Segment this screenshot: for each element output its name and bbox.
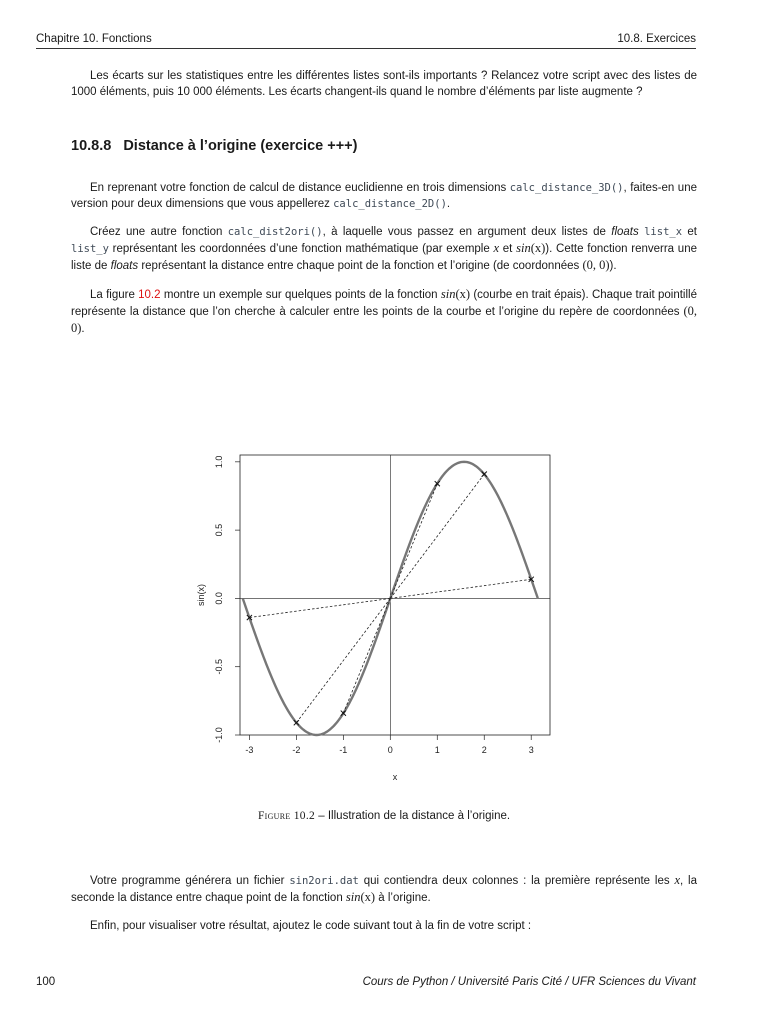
distance-line (390, 484, 437, 599)
text-run: Créez une autre fonction (90, 226, 228, 238)
y-tick-label: -0.5 (214, 658, 224, 675)
x-tick-label: -2 (292, 745, 301, 755)
text-run: représentant les coordonnées d’une fonction mathématique (par exemple (108, 243, 494, 255)
code-calc-distance-3d: calc_distance_3D() (509, 182, 624, 194)
text-run: La figure (90, 289, 139, 301)
text-run: à l’origine. (375, 892, 431, 904)
main-content (71, 68, 697, 349)
text-run: , la seconde la distance entre chaque point de la fonction (71, 875, 697, 904)
math-x: x (493, 241, 500, 255)
section-title: Distance à l’origine (exercice +++) (123, 138, 358, 154)
header-chapter: Chapitre 10. Fonctions (36, 33, 152, 45)
x-tick-label: -1 (339, 745, 348, 755)
section-heading (71, 138, 697, 154)
text-run: Votre programme générera un fichier (90, 875, 290, 887)
intro-paragraph: Les écarts sur les statistiques entre les différentes listes sont-ils importants ? Relancez votre script avec des listes de 1000 éléments, puis 10 000 éléments. Les écarts changent-ils quand le nombre d’éléments par liste augmente ? (71, 70, 697, 98)
caption-label: Figure 10.2 (257, 810, 316, 822)
math-arg: (x) (360, 890, 376, 904)
sine-chart (190, 445, 570, 790)
math-origin: (0, 0) (582, 258, 610, 272)
distance-line (343, 598, 390, 713)
figure-sine-distance (190, 445, 570, 790)
x-tick-label: 0 (387, 745, 393, 755)
math-arg: (x) (530, 241, 546, 255)
x-tick-label: 3 (528, 745, 534, 755)
text-run: représentant la distance entre chaque point de la fonction et l’origine (de coordonnées (138, 260, 583, 272)
text-run: qui contiendra deux colonnes : la première représente les (358, 875, 675, 887)
y-tick-label: -1.0 (214, 727, 224, 743)
section-number: 10.8.8 (71, 138, 112, 154)
code-calc-distance-2d: calc_distance_2D() (333, 198, 447, 210)
plot-frame (240, 455, 550, 735)
paragraph-1 (71, 180, 697, 212)
text-run: ). (609, 260, 617, 272)
y-tick-label: 1.0 (214, 455, 224, 469)
page-header (36, 33, 696, 49)
emphasis-floats: floats (110, 260, 139, 272)
x-tick-label: 1 (434, 745, 440, 755)
x-tick-label: 2 (481, 745, 487, 755)
math-arg: (x) (455, 287, 471, 301)
text-run: ). Cette fonction renverra une liste de (71, 243, 697, 272)
code-list-y: list_y (71, 243, 109, 255)
math-sin: sin (440, 287, 456, 301)
math-x: x (674, 873, 680, 887)
lower-content (71, 872, 697, 946)
paragraph-3 (71, 286, 697, 337)
code-list-x: list_x (644, 226, 683, 238)
y-tick-label: 0.5 (214, 523, 224, 537)
math-sin: sin (516, 241, 531, 255)
distance-line (390, 579, 531, 598)
text-run: , à laquelle vous passez en argument deux listes de (322, 226, 612, 238)
figure-reference-link[interactable]: 10.2 (138, 289, 161, 301)
text-run: . (446, 198, 451, 210)
text-run: montre un exemple sur quelques points de la fonction (160, 289, 441, 301)
footer-course-title: Cours de Python / Université Paris Cité / UFR Sciences du Vivant (362, 976, 696, 988)
text-run: (courbe en trait épais). Chaque trait pointillé représente la distance que l’on cherche à calculer entre les points de la courbe et l’origine du repère de coordonnées (71, 289, 697, 318)
emphasis-floats: floats (611, 226, 639, 238)
text-run: et (682, 226, 697, 238)
x-axis-label: x (392, 772, 398, 782)
distance-line (390, 474, 484, 598)
distance-line (296, 598, 390, 722)
caption-text: – Illustration de la distance à l’origine. (315, 810, 511, 822)
text-run: En reprenant votre fonction de calcul de distance euclidienne en trois dimensions (90, 182, 510, 194)
text-run: , faites-en une version pour deux dimensions que vous appellerez (71, 182, 697, 210)
figure-caption (0, 810, 768, 822)
paragraph-5: Enfin, pour visualiser votre résultat, ajoutez le code suivant tout à la fin de votre script : (90, 920, 532, 932)
code-sin2ori-dat: sin2ori.dat (289, 875, 359, 887)
x-tick-label: -3 (245, 745, 254, 755)
paragraph-2 (71, 224, 697, 274)
y-axis-label: sin(x) (196, 584, 206, 606)
paragraph-4 (71, 872, 697, 906)
text-run: . (81, 323, 85, 335)
math-origin: (0, 0) (71, 304, 697, 335)
distance-line (249, 598, 390, 617)
math-sin: sin (345, 890, 361, 904)
code-calc-dist2ori: calc_dist2ori() (227, 226, 323, 238)
page-number: 100 (36, 976, 56, 988)
y-tick-label: 0.0 (214, 592, 224, 605)
text-run: et (499, 243, 517, 255)
page-footer (36, 976, 696, 988)
header-section: 10.8. Exercices (617, 33, 696, 45)
